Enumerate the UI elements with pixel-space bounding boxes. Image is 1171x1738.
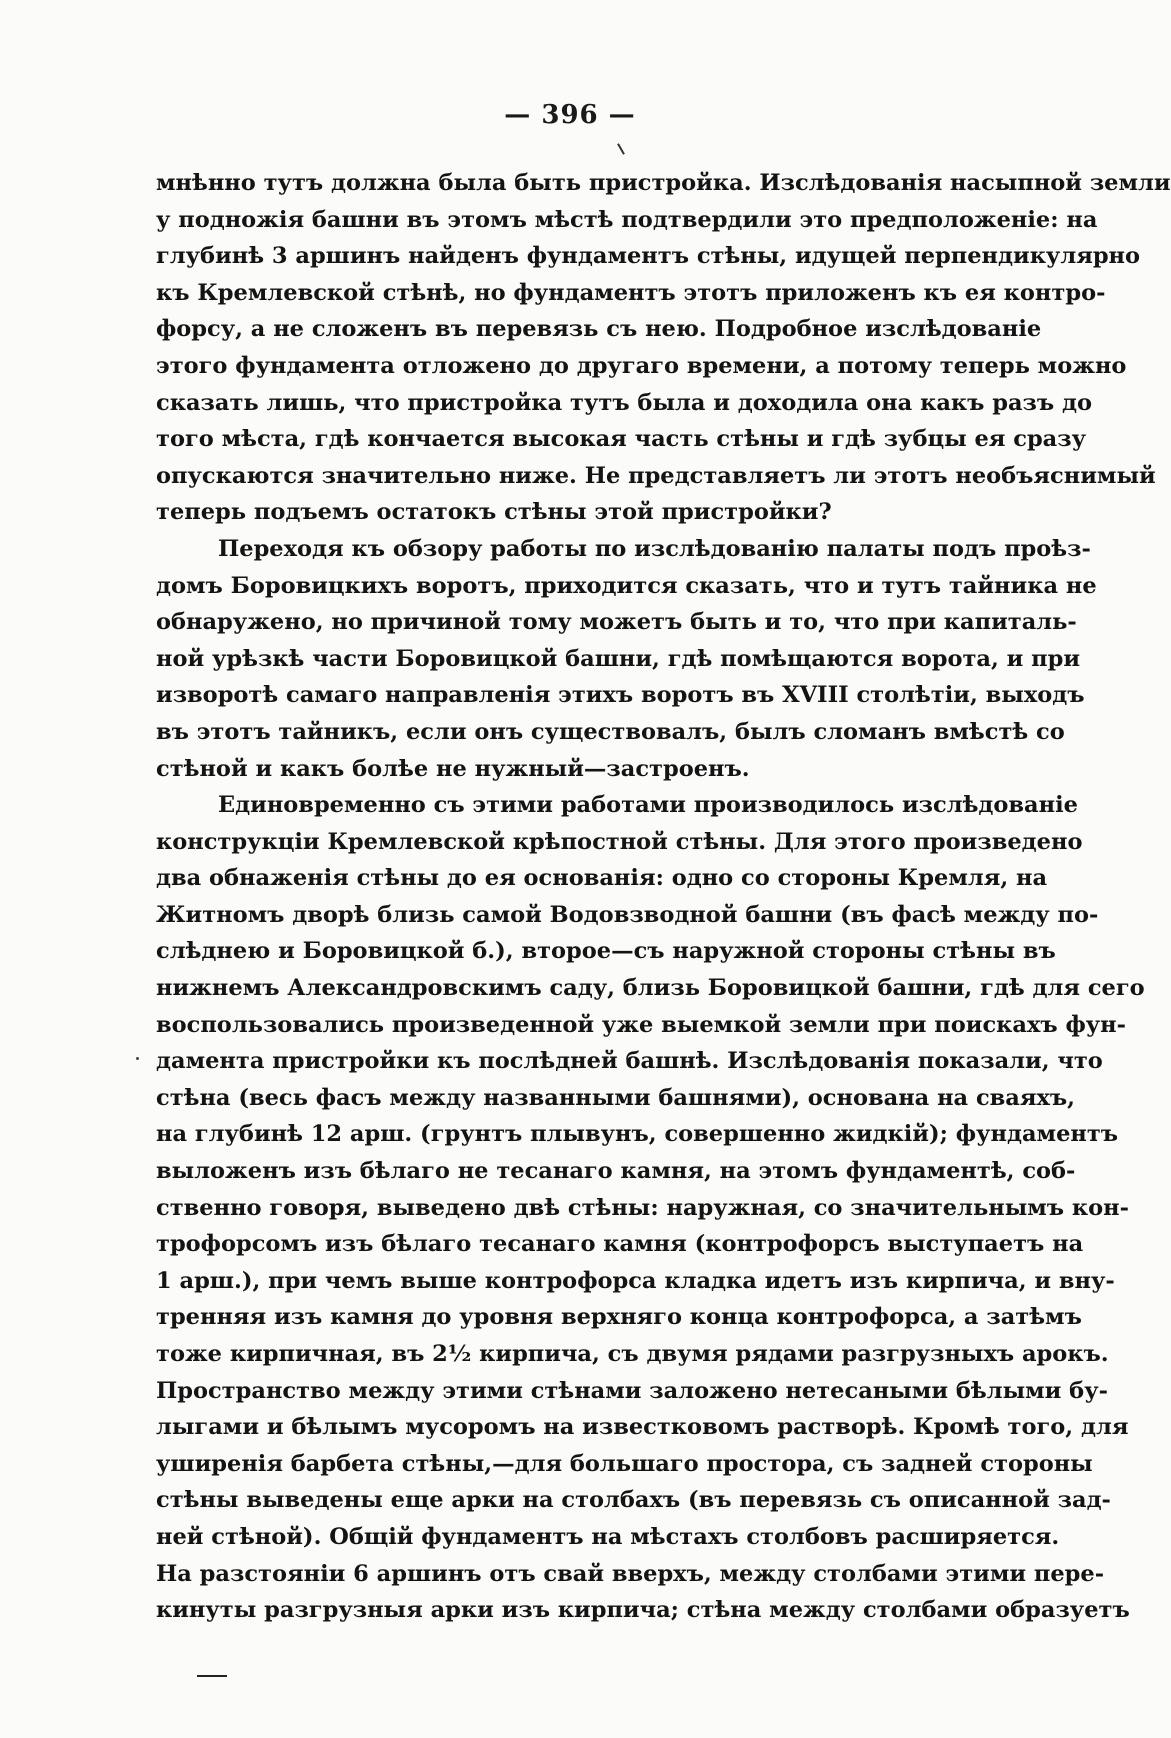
text-line: теперь подъемъ остатокъ стѣны этой пристройки? — [156, 499, 832, 526]
text-line: Пространство между этими стѣнами заложено нетесаными бѣлыми бу- — [156, 1377, 1108, 1404]
text-line: на глубинѣ 12 арш. (грунтъ плывунъ, совершенно жидкій); фундаментъ — [156, 1121, 1119, 1148]
text-line: Житномъ дворѣ близь самой Водовзводной башни (въ фасѣ между по- — [156, 901, 1099, 928]
text-line: опускаются значительно ниже. Не представляетъ ли этотъ необъяснимый — [156, 462, 1156, 489]
text-line: этого фундамента отложено до другаго времени, а потому теперь можно — [156, 352, 1127, 379]
text-line: воспользовались произведенной уже выемкой земли при поискахъ фун- — [156, 1011, 1126, 1038]
text-line: глубинѣ 3 аршинъ найденъ фундаментъ стѣны, идущей перпендикулярно — [156, 243, 1141, 270]
text-line: 1 арш.), при чемъ выше контрофорса кладка идетъ изъ кирпича, и вну- — [156, 1267, 1115, 1294]
text-line: два обнаженія стѣны до ея основанія: одно со стороны Кремля, на — [156, 865, 1048, 892]
text-line: тоже кирпичная, въ 2½ кирпича, съ двумя рядами разгрузныхъ арокъ. — [156, 1341, 1109, 1367]
text-line: того мѣста, гдѣ кончается высокая часть стѣны и гдѣ зубцы ея сразу — [156, 426, 1087, 453]
text-line: къ Кремлевской стѣнѣ, но фундаментъ этотъ приложенъ къ ея контро- — [156, 279, 1106, 306]
text-line: стѣны выведены еще арки на столбахъ (въ перевязь съ описанной зад- — [156, 1487, 1111, 1514]
text-line: кинуты разгрузныя арки изъ кирпича; стѣна между столбами образуетъ — [156, 1597, 1130, 1624]
text-line: уширенія барбета стѣны,—для большаго простора, съ задней стороны — [156, 1450, 1093, 1477]
text-line: ственно говоря, выведено двѣ стѣны: наружная, со значительнымъ кон- — [156, 1194, 1129, 1221]
text-line: На разстояніи 6 аршинъ отъ свай вверхъ, между столбами этими пере- — [156, 1560, 1105, 1587]
text-line: нижнемъ Александровскимъ саду, близь Боровицкой башни, гдѣ для сего — [156, 975, 1145, 1002]
text-line: дамента пристройки къ послѣдней башнѣ. Изслѣдованія показали, что — [156, 1048, 1103, 1075]
text-line: ней стѣной). Общій фундаментъ на мѣстахъ столбовъ расширяется. — [156, 1523, 1060, 1550]
text-line: слѣднею и Боровицкой б.), второе—съ наружной стороны стѣны въ — [156, 938, 1056, 965]
text-line: стѣна (весь фасъ между названными башнями), основана на сваяхъ, — [156, 1084, 1075, 1111]
text-line: выложенъ изъ бѣлаго не тесанаго камня, на этомъ фундаментѣ, соб- — [156, 1158, 1076, 1185]
text-line: ной урѣзкѣ части Боровицкой башни, гдѣ помѣщаются ворота, и при — [156, 645, 1081, 672]
text-line: лыгами и бѣлымъ мусоромъ на известковомъ растворѣ. Кромѣ того, для — [156, 1414, 1129, 1441]
text-line: сказать лишь, что пристройка тутъ была и доходила она какъ разъ до — [156, 389, 1093, 416]
page-number: — 396 — — [504, 100, 636, 130]
stray-print-dot — [136, 1057, 139, 1060]
text-line: Единовременно съ этими работами производилось изслѣдованіе — [218, 792, 1078, 819]
text-line: Переходя къ обзору работы по изслѣдованію палаты подъ проѣз- — [218, 535, 1091, 562]
text-line: изворотѣ самаго направленія этихъ воротъ въ XVIII столѣтіи, выходъ — [156, 682, 1085, 709]
text-line: обнаружено, но причиной тому можетъ быть и то, что при капиталь- — [156, 609, 1077, 636]
stray-print-dash — [197, 1675, 227, 1677]
text-line: конструкціи Кремлевской крѣпостной стѣны. Для этого произведено — [156, 828, 1083, 855]
stray-print-mark — [617, 143, 625, 154]
text-line: домъ Боровицкихъ воротъ, приходится сказать, что и тутъ тайника не — [156, 572, 1097, 599]
text-line: стѣной и какъ болѣе не нужный—застроенъ. — [156, 755, 750, 782]
body-text — [156, 165, 1171, 1629]
text-line: мнѣнно тутъ должна была быть пристройка. Изслѣдованія насыпной земли — [156, 170, 1171, 196]
text-line: тренняя изъ камня до уровня верхняго конца контрофорса, а затѣмъ — [156, 1304, 1082, 1331]
text-line: въ этотъ тайникъ, если онъ существовалъ, былъ сломанъ вмѣстѣ со — [156, 718, 1065, 745]
text-line: форсу, а не сложенъ въ перевязь съ нею. Подробное изслѣдованіе — [156, 316, 1042, 343]
text-line: трофорсомъ изъ бѣлаго тесанаго камня (контрофорсъ выступаетъ на — [156, 1231, 1084, 1258]
text-line: у подножія башни въ этомъ мѣстѣ подтвердили это предположеніе: на — [156, 206, 1098, 233]
